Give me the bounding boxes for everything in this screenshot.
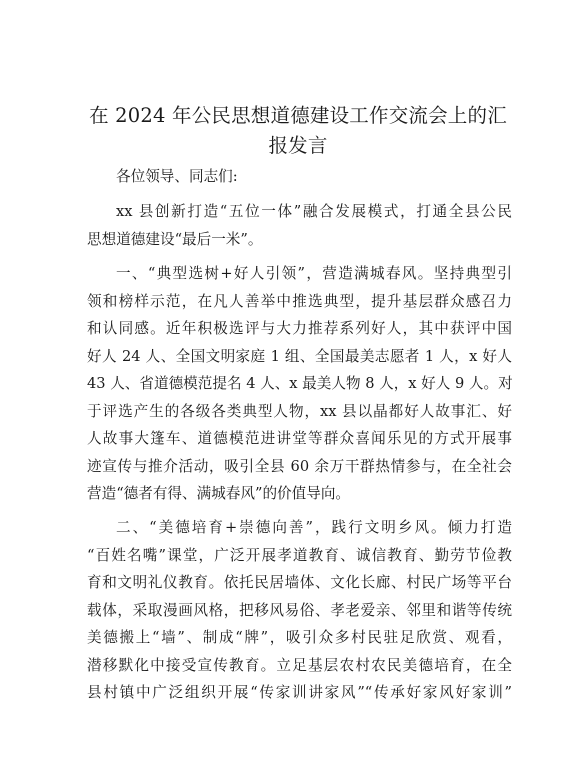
- paragraph-line: 和认同感。近年积极选评与大力推荐系列好人，其中获评中国: [87, 320, 512, 337]
- paragraph-line: 载体，采取漫画风格，把移风易俗、孝老爱亲、邻里和谐等传统: [87, 602, 512, 619]
- paragraph-line: 二、“美德培育+崇德向善”，践行文明乡风。倾力打造: [116, 519, 512, 536]
- paragraph-line: 人故事大篷车、道德模范进讲堂等群众喜闻乐见的方式开展事: [87, 430, 512, 447]
- paragraph-line: 思想道德建设“最后一米”。: [87, 231, 263, 248]
- paragraph-line: 育和文明礼仪教育。依托民居墙体、文化长廊、村民广场等平台: [87, 574, 512, 591]
- paragraph-line: 领和榜样示范，在凡人善举中推选典型，提升基层群众感召力: [87, 293, 512, 310]
- paragraph-line: 潜移默化中接受宣传教育。立足基层农村农民美德培育，在全: [87, 657, 512, 674]
- paragraph-line: 营造“德者有得、满城春风”的价值导向。: [87, 485, 351, 502]
- paragraph-line: 美德搬上“墙”、制成“牌”，吸引众多村民驻足欣赏、观看，: [87, 629, 512, 646]
- paragraph-line: 一、“典型选树+好人引领”，营造满城春风。坚持典型引: [116, 265, 512, 282]
- salutation: 各位领导、同志们:: [116, 168, 238, 185]
- paragraph-line: 迹宣传与推介活动，吸引全县 60 余万干群热情参与，在全社会: [87, 458, 512, 475]
- paragraph-line: 43 人、省道德模范提名 4 人、x 最美人物 8 人，x 好人 9 人。对: [87, 375, 513, 392]
- paragraph-line: 好人 24 人、全国文明家庭 1 组、全国最美志愿者 1 人，x 好人: [87, 348, 512, 365]
- paragraph-line: “百姓名嘴”课堂，广泛开展孝道教育、诚信教育、勤劳节俭教: [87, 547, 512, 564]
- paragraph-line: 于评选产生的各级各类典型人物，xx 县以晶都好人故事汇、好: [87, 403, 512, 420]
- paragraph-line: 县村镇中广泛组织开展“传家训讲家风”“传承好家风好家训”: [87, 684, 512, 701]
- paragraph-line: xx 县创新打造“五位一体”融合发展模式，打通全县公民: [116, 203, 512, 220]
- document-title: 在 2024 年公民思想道德建设工作交流会上的汇报发言: [89, 104, 507, 157]
